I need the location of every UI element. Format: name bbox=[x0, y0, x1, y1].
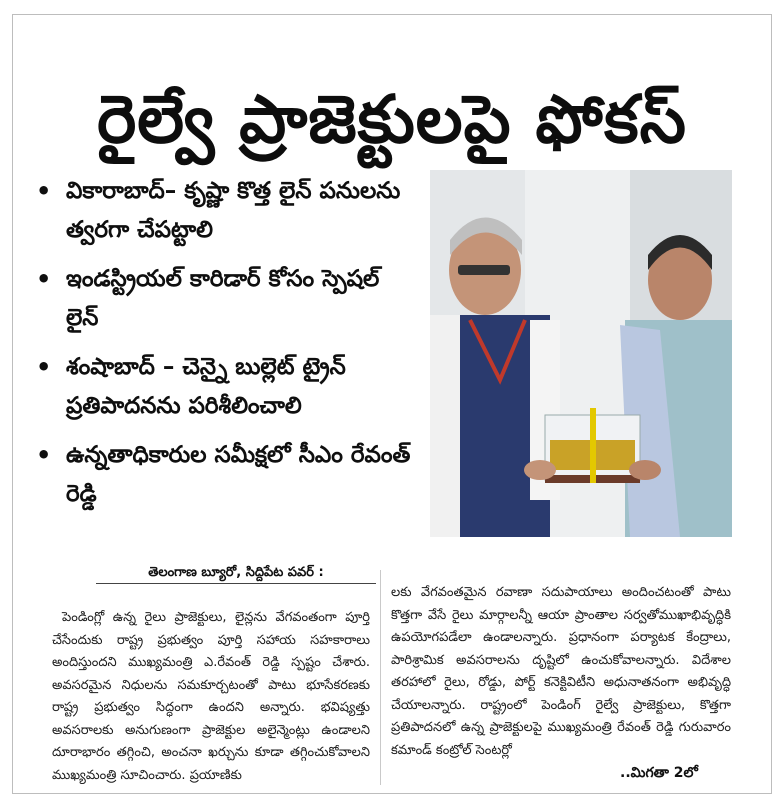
meeting-photo-illustration bbox=[430, 170, 732, 537]
body-column-right: లకు వేగవంతమైన రవాణా సదుపాయాలు అందించటంతో పాటు కొత్తగా వేసే రైలు మార్గాలన్నీ ఆయా ప్రాంతాల సర్వతోముఖాభివృద్ధికి ఉపయోగపడేలా ఉండాలన్నారు. ప్రధానంగా పర్యాటక కేంద్రాలు, పారిశ్రామిక అవసరాలను దృష్టిలో ఉంచుకోవాలన్నారు. విదేశాల తరహాలో రైలు, రోడ్డు, పోర్ట్ కనెక్టివిటీని అధునాతనంగా అభివృద్ధి చేయాలన్నారు. రాష్ట్రంలో పెండింగ్ రైల్వే ప్రాజెక్టులు, కొత్తగా ప్రతిపాదనలో ఉన్న ప్రాజెక్టులపై ముఖ్యమంత్రి రేవంత్ రెడ్డి గురువారం కమాండ్ కంట్రోల్ సెంటర్లో bbox=[391, 585, 731, 758]
body-column-left: పెండింగ్లో ఉన్న రైలు ప్రాజెక్టులు, లైన్లను వేగవంతంగా పూర్తి చేసేందుకు రాష్ట్ర ప్రభుత్వం పూర్తి సహాయ సహకారాలు అందిస్తుందని ముఖ్యమంత్రి ఎ.రేవంత్ రెడ్డి స్పష్టం చేశారు. అవసరమైన నిధులను సమకూర్చటంతో పాటు భూసేకరణకు రాష్ట్ర ప్రభుత్వం సిద్ధంగా ఉందని అన్నారు. భవిష్యత్తు అవసరాలకు అనుగుణంగా ప్రాజెక్టుల అలైన్మెంట్లు ఉండాలని దూరాభారం తగ్గించి, అంచనా ఖర్చును కూడా తగ్గించుకోవాలని ముఖ్యమంత్రి సూచించారు. ప్రయాణికు bbox=[52, 610, 370, 783]
column-divider bbox=[380, 570, 381, 785]
bullet-item: • వికారాబాద్– కృష్ణా కొత్త లైన్ పనులను త్వరగా చేపట్టాలి bbox=[36, 172, 416, 250]
dateline: తెలంగాణ బ్యూరో, సిద్దిపేట పవర్ : bbox=[96, 563, 376, 584]
news-photo bbox=[430, 170, 732, 537]
bullet-item: • శంషాబాద్ – చెన్నై బుల్లెట్ ట్రైన్ ప్రతిపాదనను పరిశీలించాలి bbox=[36, 348, 416, 426]
bullet-item: • ఇండస్ట్రియల్ కారిడార్ కోసం స్పెషల్ లైన్ bbox=[36, 260, 416, 338]
bullet-item: • ఉన్నతాధికారుల సమీక్షలో సీఎం రేవంత్ రెడ్డి bbox=[36, 436, 416, 514]
headline: రైల్వే ప్రాజెక్టులపై ఫోకస్ bbox=[97, 80, 687, 158]
bullet-list bbox=[36, 172, 416, 524]
continued-note: ..మిగతా 2లో bbox=[620, 765, 698, 781]
